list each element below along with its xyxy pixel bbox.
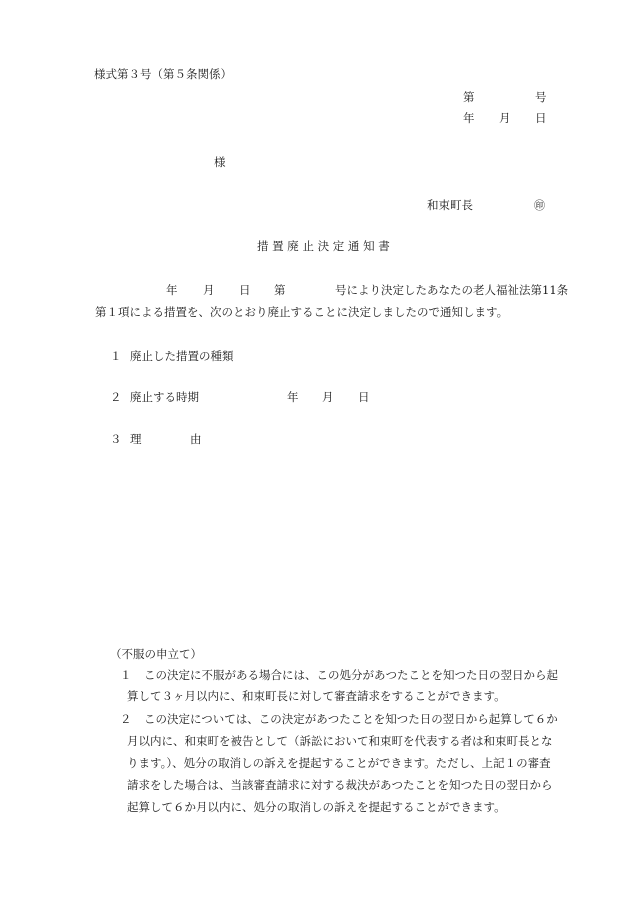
date-month: 月 (499, 111, 511, 125)
objection-p2-line1: この決定については、この決定があつたことを知つた日の翌日から起算して６か (144, 712, 558, 726)
objection-p1-line2: 算して３ヶ月以内に、和束町長に対して審査請求をすることができます。 (127, 689, 506, 703)
objection-p1-num: １ (120, 668, 132, 682)
document-title: 措 置 廃 止 決 定 通 知 書 (257, 239, 390, 253)
body-line2: 第１項による措置を、次のとおり廃止することに決定しましたので通知します。 (95, 305, 509, 319)
objection-p2-num: ２ (120, 712, 132, 726)
item-3-num: ３ (110, 432, 122, 446)
objection-p2-line5: 起算して６か月以内に、処分の取消しの訴えを提起することができます。 (127, 800, 506, 814)
objection-p2-line4: 請求をした場合は、当該審査請求に対する裁決があつたことを知つた日の翌日から (127, 778, 553, 792)
item-3-label-b: 由 (190, 432, 202, 446)
number-prefix: 第 (463, 90, 475, 104)
number-suffix: 号 (535, 90, 547, 104)
body-line1-rest: 号により決定したあなたの老人福祉法第11条 (335, 283, 569, 297)
form-label: 様式第３号（第５条関係） (94, 67, 232, 81)
body-day: 日 (239, 283, 251, 297)
objection-p2-line3: ります。）、処分の取消しの訴えを提起することができます。ただし、上記１の審査 (127, 756, 551, 770)
issuer-name: 和束町長 (427, 198, 473, 212)
item-2-num: ２ (110, 390, 122, 404)
objection-p1-line1: この決定に不服がある場合には、この処分があつたことを知つた日の翌日から起 (144, 668, 558, 682)
item-2-year: 年 (287, 390, 299, 404)
addressee-suffix: 様 (214, 155, 226, 169)
item-1-label: 廃止した措置の種類 (130, 349, 234, 363)
item-2-day: 日 (358, 390, 370, 404)
body-no-prefix: 第 (274, 283, 286, 297)
objection-p2-line2: 月以内に、和束町を被告として（訴訟において和束町を代表する者は和束町長とな (127, 734, 553, 748)
item-2-month: 月 (322, 390, 334, 404)
date-year: 年 (463, 111, 475, 125)
body-month: 月 (203, 283, 215, 297)
item-3-label-a: 理 (130, 432, 142, 446)
item-1-num: １ (110, 349, 122, 363)
date-day: 日 (535, 111, 547, 125)
objection-heading: （不服の申立て） (110, 647, 202, 661)
item-2-label: 廃止する時期 (130, 390, 199, 404)
body-year: 年 (166, 283, 178, 297)
seal-icon: ㊞ (534, 199, 545, 212)
